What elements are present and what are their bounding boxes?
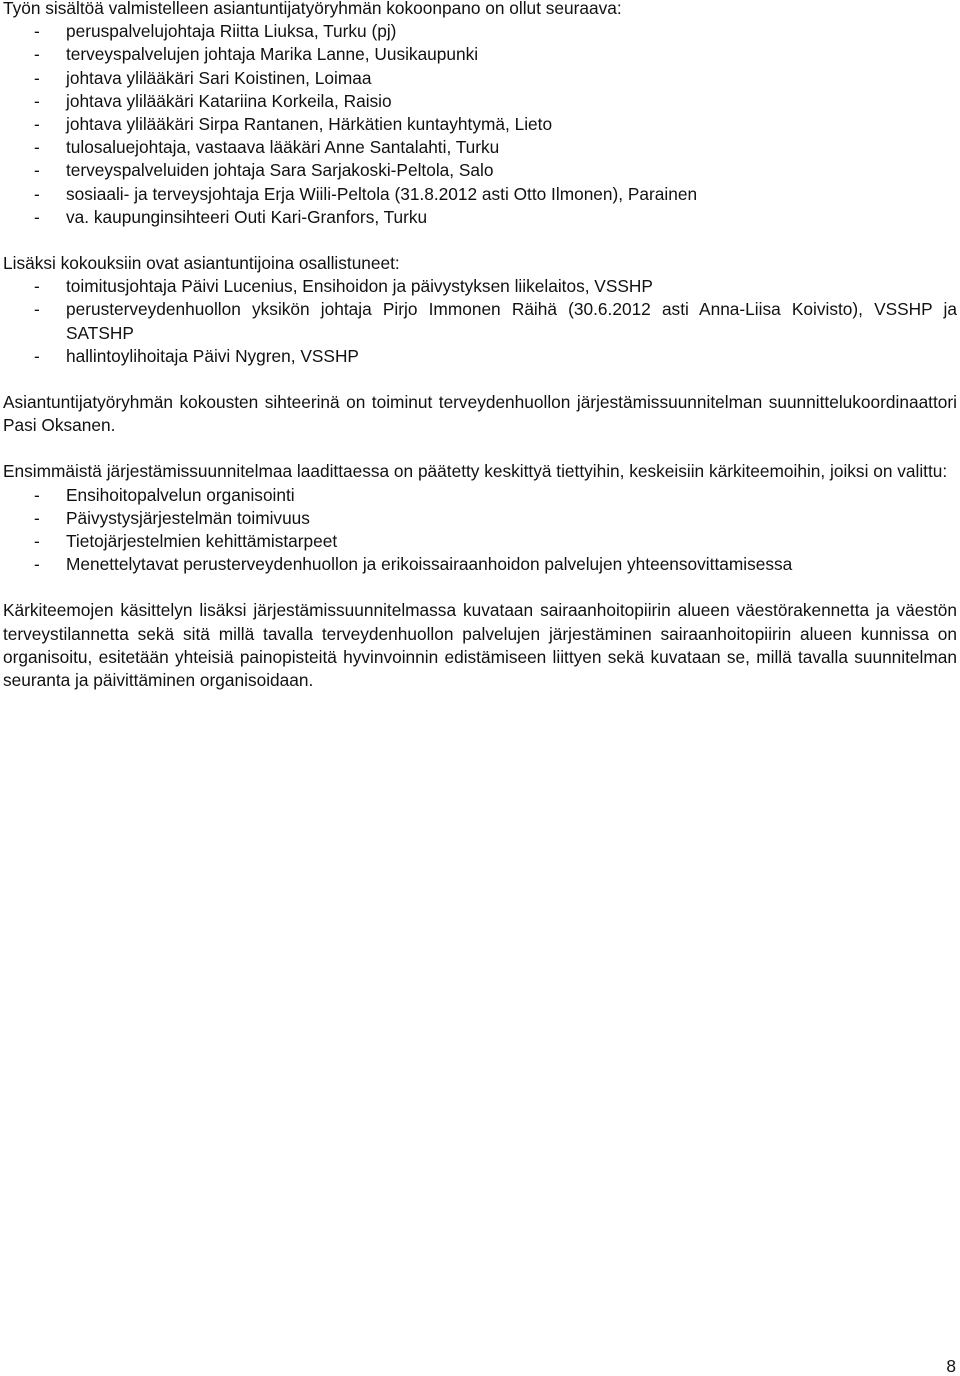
list-item: - johtava ylilääkäri Sirpa Rantanen, Härkätien kuntayhtymä, Lieto: [3, 113, 957, 136]
list-dash: -: [34, 484, 40, 505]
section-spacer: [3, 229, 957, 252]
list-dash: -: [34, 554, 40, 575]
list-dash: -: [34, 276, 40, 297]
list-item: - toimitusjohtaja Päivi Lucenius, Ensihoidon ja päivystyksen liikelaitos, VSSHP: [3, 275, 957, 298]
list-dash: -: [34, 345, 40, 366]
list-dash: -: [34, 90, 40, 111]
list-dash: -: [34, 21, 40, 42]
section-spacer: [3, 576, 957, 599]
closing-paragraph: Kärkiteemojen käsittelyn lisäksi järjestämissuunnitelmassa kuvataan sairaanhoitopiirin alueen väestörakennetta ja väestön terveystilannetta sekä sitä millä tavalla terveydenhuollon palvelujen järjestäminen sairaanhoitopiirin alueen kunnissa on organisoitu, esitetään yhteisiä painopisteitä hyvinvoinnin edistämiseen liittyen sekä kuvataan se, millä tavalla suunnitelman seuranta ja päivittäminen organisoidaan.: [3, 600, 957, 691]
list-dash: -: [34, 299, 40, 320]
list-item: - Menettelytavat perusterveydenhuollon ja erikoissairaanhoidon palvelujen yhteensovittamisessa: [3, 553, 957, 576]
working-group-heading: Työn sisältöä valmistelleen asiantuntijatyöryhmän kokoonpano on ollut seuraava:: [3, 0, 622, 18]
list-item: - sosiaali- ja terveysjohtaja Erja Wiili-Peltola (31.8.2012 asti Otto Ilmonen), Parainen: [3, 183, 957, 206]
list-item: - terveyspalveluiden johtaja Sara Sarjakoski-Peltola, Salo: [3, 159, 957, 182]
list-item: - terveyspalvelujen johtaja Marika Lanne, Uusikaupunki: [3, 43, 957, 66]
document-page: [3, 0, 957, 692]
list-item: - va. kaupunginsihteeri Outi Kari-Granfors, Turku: [3, 206, 957, 229]
list-dash: -: [34, 114, 40, 135]
list-item: - perusterveydenhuollon yksikön johtaja Pirjo Immonen Räihä (30.6.2012 asti Anna-Liisa Koivisto), VSSHP ja SATSHP: [34, 299, 957, 343]
experts-list: [3, 275, 957, 368]
focus-themes-list: [3, 484, 957, 577]
experts-heading: Lisäksi kokouksiin ovat asiantuntijoina osallistuneet:: [3, 253, 400, 274]
list-dash: -: [34, 67, 40, 88]
working-group-list: [3, 20, 957, 229]
list-item: - hallintoylihoitaja Päivi Nygren, VSSHP: [3, 345, 957, 368]
section-spacer: [3, 437, 957, 460]
list-item: - peruspalvelujohtaja Riitta Liuksa, Turku (pj): [3, 20, 957, 43]
list-dash: -: [34, 206, 40, 227]
list-item: - Ensihoitopalvelun organisointi: [3, 484, 957, 507]
list-item: - Tietojärjestelmien kehittämistarpeet: [3, 530, 957, 553]
list-dash: -: [34, 160, 40, 181]
list-item: - johtava ylilääkäri Katariina Korkeila, Raisio: [3, 90, 957, 113]
list-item: - johtava ylilääkäri Sari Koistinen, Loimaa: [3, 67, 957, 90]
list-item: - tulosaluejohtaja, vastaava lääkäri Anne Santalahti, Turku: [3, 136, 957, 159]
list-dash: -: [34, 531, 40, 552]
focus-heading: Ensimmäistä järjestämissuunnitelmaa laadittaessa on päätetty keskittyä tiettyihin, keskeisiin kärkiteemoihin, joiksi on valittu:: [3, 461, 948, 482]
list-item: - Päivystysjärjestelmän toimivuus: [3, 507, 957, 530]
list-dash: -: [34, 44, 40, 65]
section-spacer: [3, 368, 957, 391]
list-dash: -: [34, 137, 40, 158]
list-dash: -: [34, 183, 40, 204]
secretary-paragraph: Asiantuntijatyöryhmän kokousten sihteerinä on toiminut terveydenhuollon järjestämissuunnitelman suunnittelukoordinaattori Pasi Oksanen.: [3, 392, 957, 436]
list-dash: -: [34, 507, 40, 528]
page-number: 8: [946, 1356, 956, 1376]
